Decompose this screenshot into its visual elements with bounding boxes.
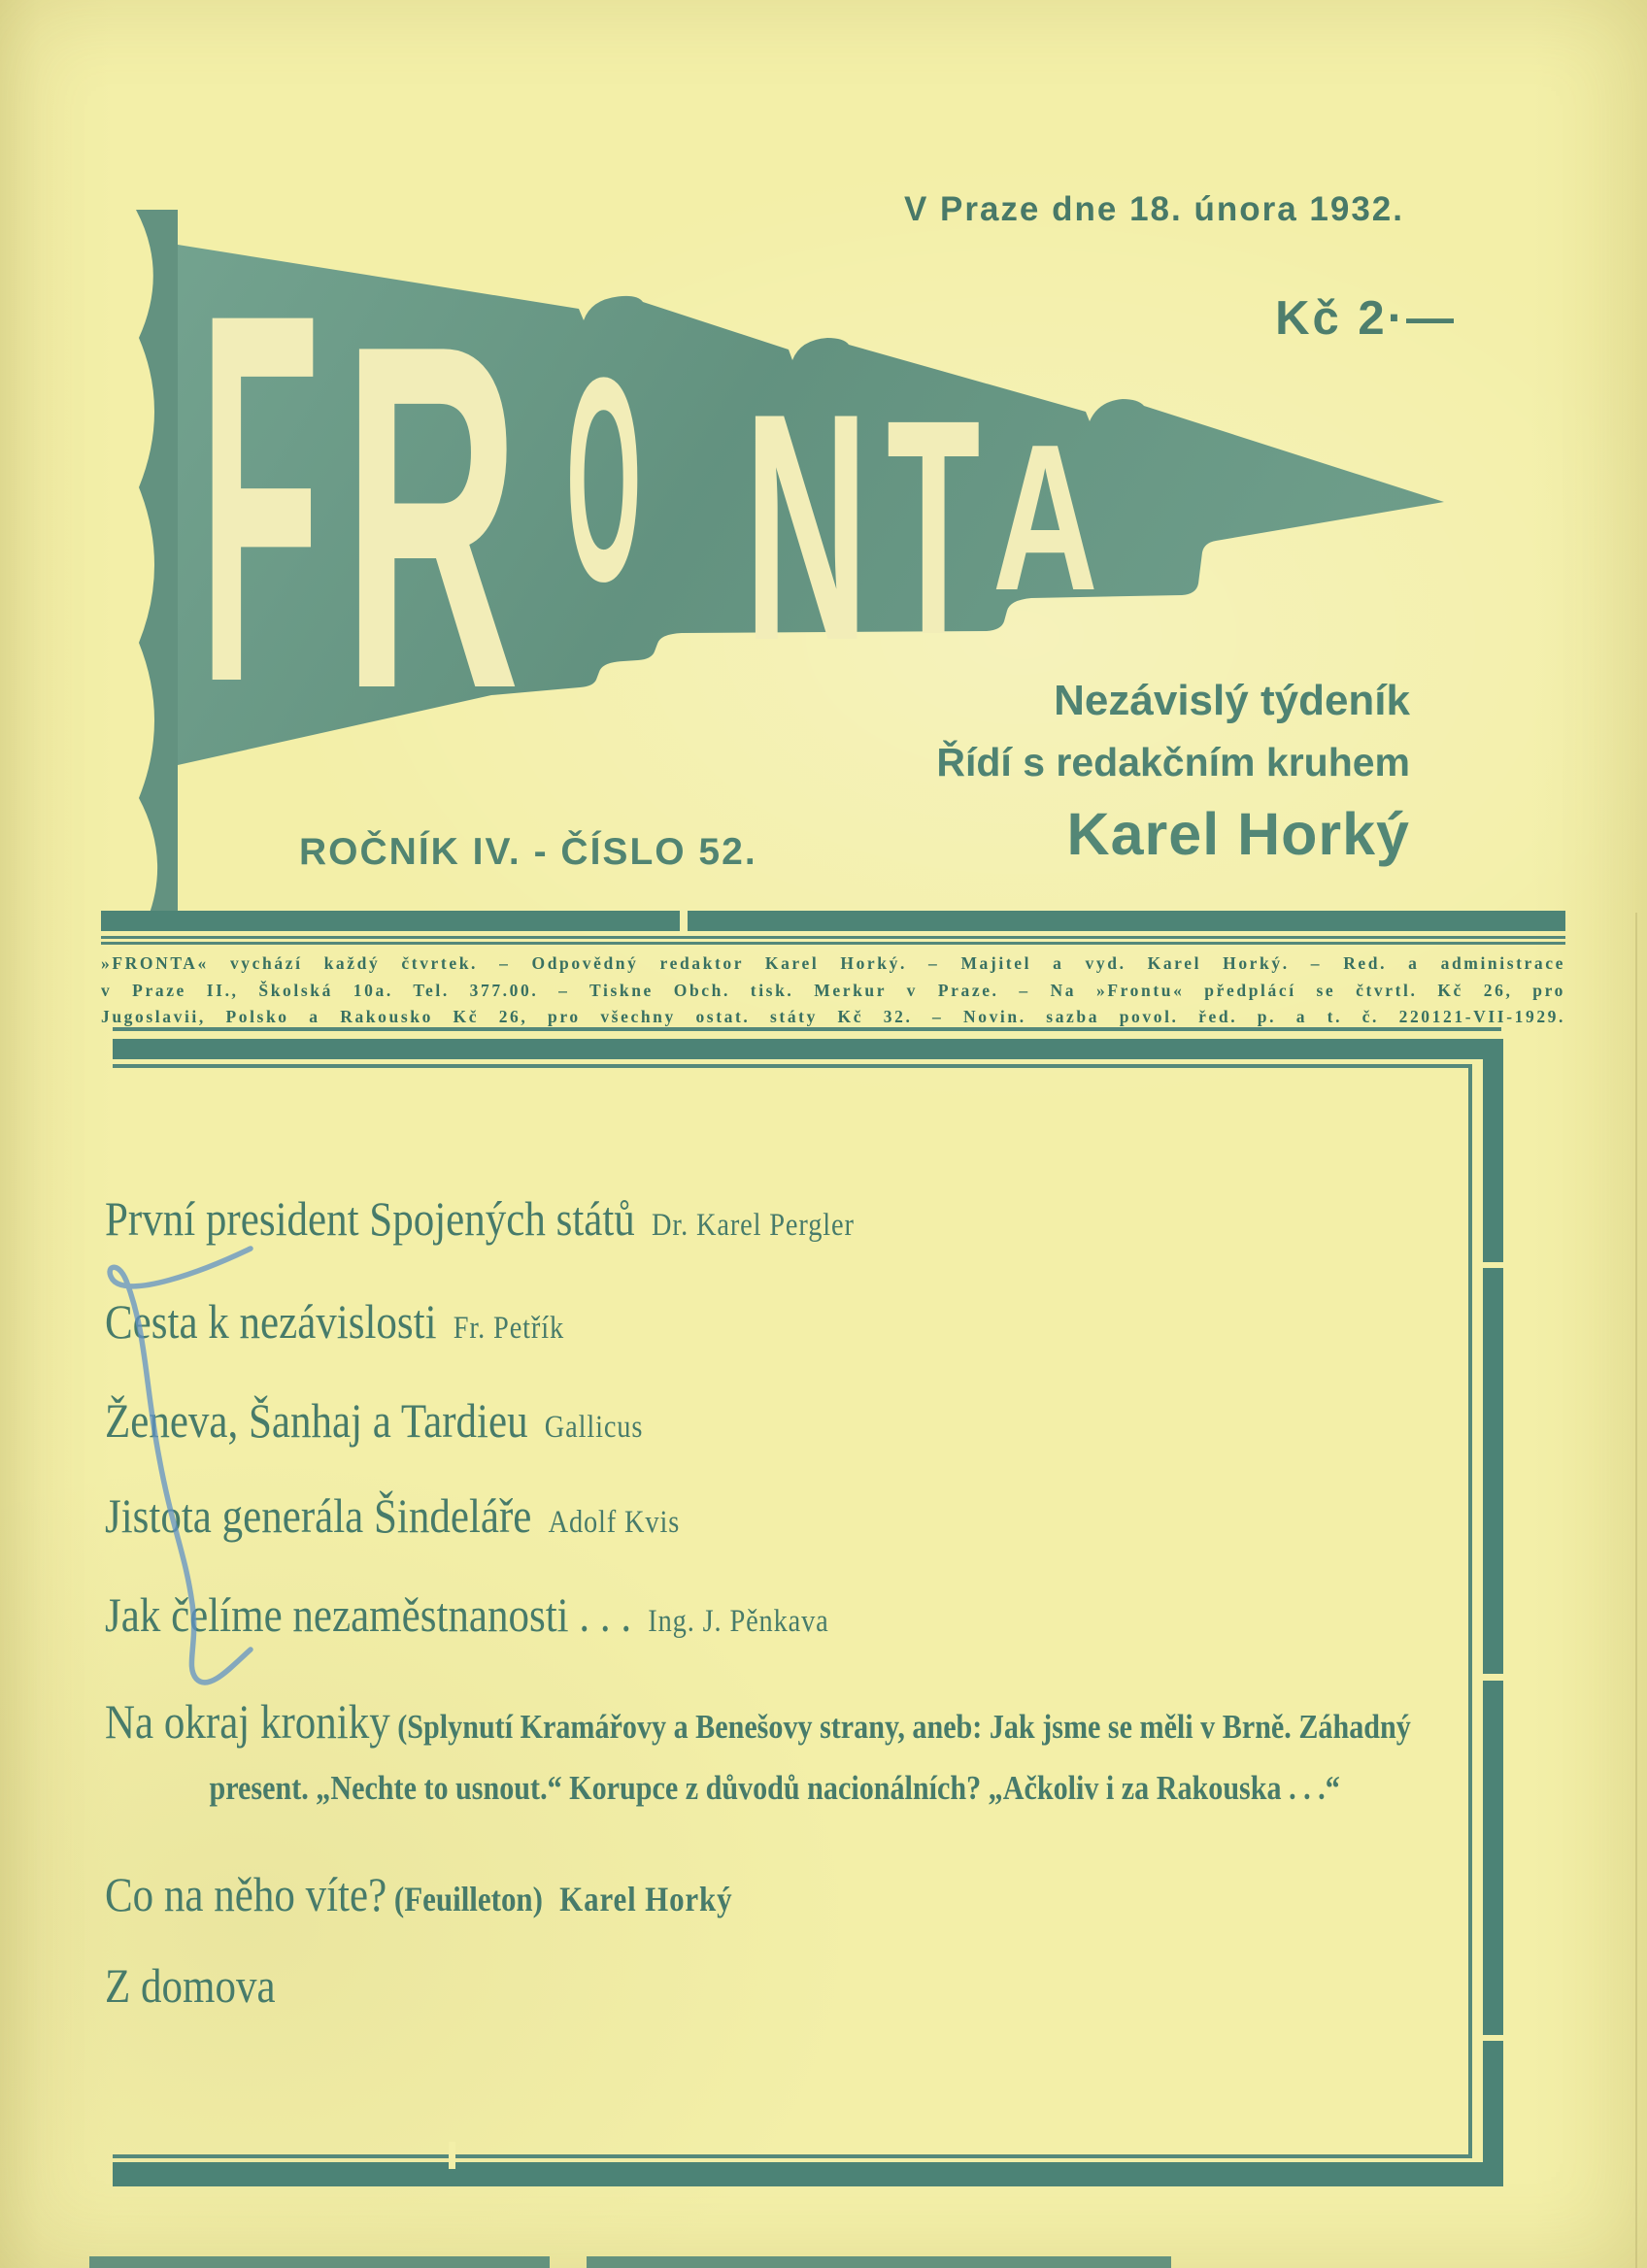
frame-break xyxy=(1480,2035,1505,2041)
toc-title: První president Spojených států xyxy=(105,1191,635,1246)
toc-title: Jistota generála Šindeláře xyxy=(105,1488,532,1543)
frame-outer-thin-line xyxy=(113,1027,1501,1031)
toc-subtitle: (Feuilleton) xyxy=(387,1880,543,1918)
toc-author: Gallicus xyxy=(544,1410,644,1445)
imprint-line: v Praze II., Školská 10a. Tel. 377.00. – Tiskne Obch. tisk. Merkur v Praze. – Na »Frontu« předplácí se čtvrtl. Kč 26, pro xyxy=(101,980,1565,1000)
editor-name: Karel Horký xyxy=(1066,801,1410,867)
masthead-letter: T xyxy=(887,355,981,699)
toc-title: Z domova xyxy=(105,1958,276,2013)
issue-line: ROČNÍK IV. - ČÍSLO 52. xyxy=(299,831,757,873)
masthead-letter: O xyxy=(566,317,642,643)
bottom-rule-left xyxy=(89,2256,550,2268)
toc-title: Co na něho víte? xyxy=(105,1867,387,1921)
frame-break xyxy=(449,2142,455,2169)
toc-author: Dr. Karel Pergler xyxy=(652,1208,855,1243)
imprint-line: »FRONTA« vychází každý čtvrtek. – Odpovědný redaktor Karel Horký. – Majitel a vyd. Karel Horký. – Red. a administrace xyxy=(101,953,1565,973)
masthead-letter: N xyxy=(744,346,869,709)
masthead-letter: R xyxy=(343,242,521,791)
frame-inner-thin-line xyxy=(113,1064,1472,2158)
masthead-letter: A xyxy=(992,401,1098,635)
toc-title: Ženeva, Šanhaj a Tardieu xyxy=(105,1393,528,1448)
toc-subtitle: (Splynutí Kramářovy a Benešovy strany, aneb: Jak jsme se měli v Brně. Záhadný present. „Nechte to usnout.“ Korupce z důvodů nacionálních? „Ačkoliv i za Rakouska . . .“ xyxy=(209,1708,1411,1807)
frame-break xyxy=(1480,1262,1505,1268)
top-rule-right xyxy=(688,911,1565,931)
price-label: Kč 2·— xyxy=(1275,292,1457,345)
imprint-line: Jugoslavii, Polsko a Rakousko Kč 26, pro všechny ostat. státy Kč 32. – Novin. sazba povol. řed. p. a t. č. 220121-VII-1929. xyxy=(101,1007,1565,1026)
scan-crease xyxy=(1635,913,1637,2268)
toc-author: Fr. Petřík xyxy=(453,1311,565,1346)
bottom-rule-right xyxy=(587,2256,1171,2268)
top-rule-thin-1 xyxy=(101,936,1565,939)
subtitle-weekly: Nezávislý týdeník xyxy=(1054,677,1410,724)
frame-break xyxy=(1480,1674,1505,1681)
subtitle-editorial: Řídí s redakčním kruhem xyxy=(936,740,1410,784)
toc-title: Cesta k nezávislosti xyxy=(105,1294,437,1349)
toc-author: Adolf Kvis xyxy=(548,1505,681,1540)
flag-hoist-strip xyxy=(136,210,178,920)
top-rule-left xyxy=(101,911,680,931)
toc-title: Jak čelíme nezaměstnanosti . . . xyxy=(105,1587,632,1642)
toc-author: Karel Horký xyxy=(559,1880,733,1918)
toc-title: Na okraj kroniky xyxy=(105,1694,390,1749)
date-line: V Praze dne 18. února 1932. xyxy=(903,190,1404,228)
masthead-letter: F xyxy=(199,204,320,792)
imprint-block xyxy=(101,951,1565,1031)
top-rule-thin-2 xyxy=(101,942,1565,945)
toc-author: Ing. J. Pěnkava xyxy=(648,1604,829,1639)
